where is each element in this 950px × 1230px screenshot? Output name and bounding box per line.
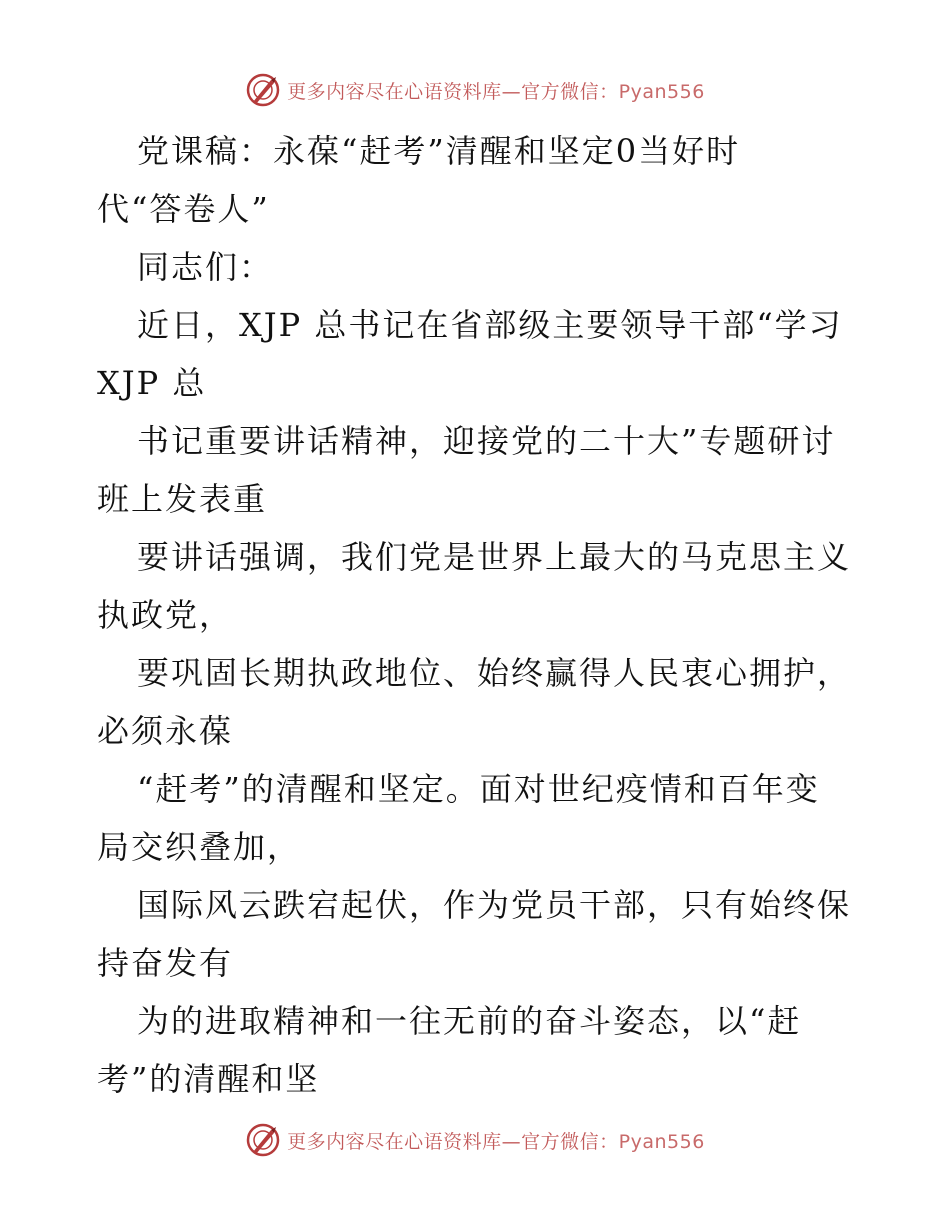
text-line: 考”的清醒和坚 bbox=[97, 1060, 320, 1098]
text-line: 班上发表重 bbox=[97, 480, 268, 518]
pen-logo-icon bbox=[245, 1122, 281, 1158]
text-line: 持奋发有 bbox=[97, 944, 234, 982]
text-line: 同志们： bbox=[137, 248, 274, 286]
text-line: 执政党， bbox=[97, 596, 234, 634]
document-body bbox=[97, 122, 857, 1108]
text-line: 局交织叠加， bbox=[97, 828, 302, 866]
text-line: 国际风云跌宕起伏，作为党员干部，只有始终保 bbox=[137, 886, 852, 924]
text-line: 代“答卷人” bbox=[97, 190, 270, 228]
text-line: 必须永葆 bbox=[97, 712, 234, 750]
watermark-text: 更多内容尽在心语资料库—官方微信：Pyan556 bbox=[287, 80, 705, 103]
pen-logo-icon bbox=[245, 72, 281, 108]
text-line: 要讲话强调，我们党是世界上最大的马克思主义 bbox=[137, 538, 852, 576]
text-line: 党课稿：永葆“赶考”清醒和坚定0当好时 bbox=[137, 132, 741, 170]
watermark-text: 更多内容尽在心语资料库—官方微信：Pyan556 bbox=[287, 1130, 705, 1153]
footer-watermark bbox=[0, 1120, 950, 1160]
text-line: “赶考”的清醒和坚定。面对世纪疫情和百年变 bbox=[137, 770, 820, 808]
header-watermark bbox=[0, 70, 950, 110]
text-line: 书记重要讲话精神，迎接党的二十大”专题研讨 bbox=[137, 422, 836, 460]
text-line: 为的进取精神和一往无前的奋斗姿态，以“赶 bbox=[137, 1002, 802, 1040]
text-line: XJP 总 bbox=[97, 364, 207, 402]
text-line: 要巩固长期执政地位、始终赢得人民衷心拥护， bbox=[137, 654, 852, 692]
text-line: 近日，XJP 总书记在省部级主要领导干部“学习 bbox=[137, 306, 843, 344]
